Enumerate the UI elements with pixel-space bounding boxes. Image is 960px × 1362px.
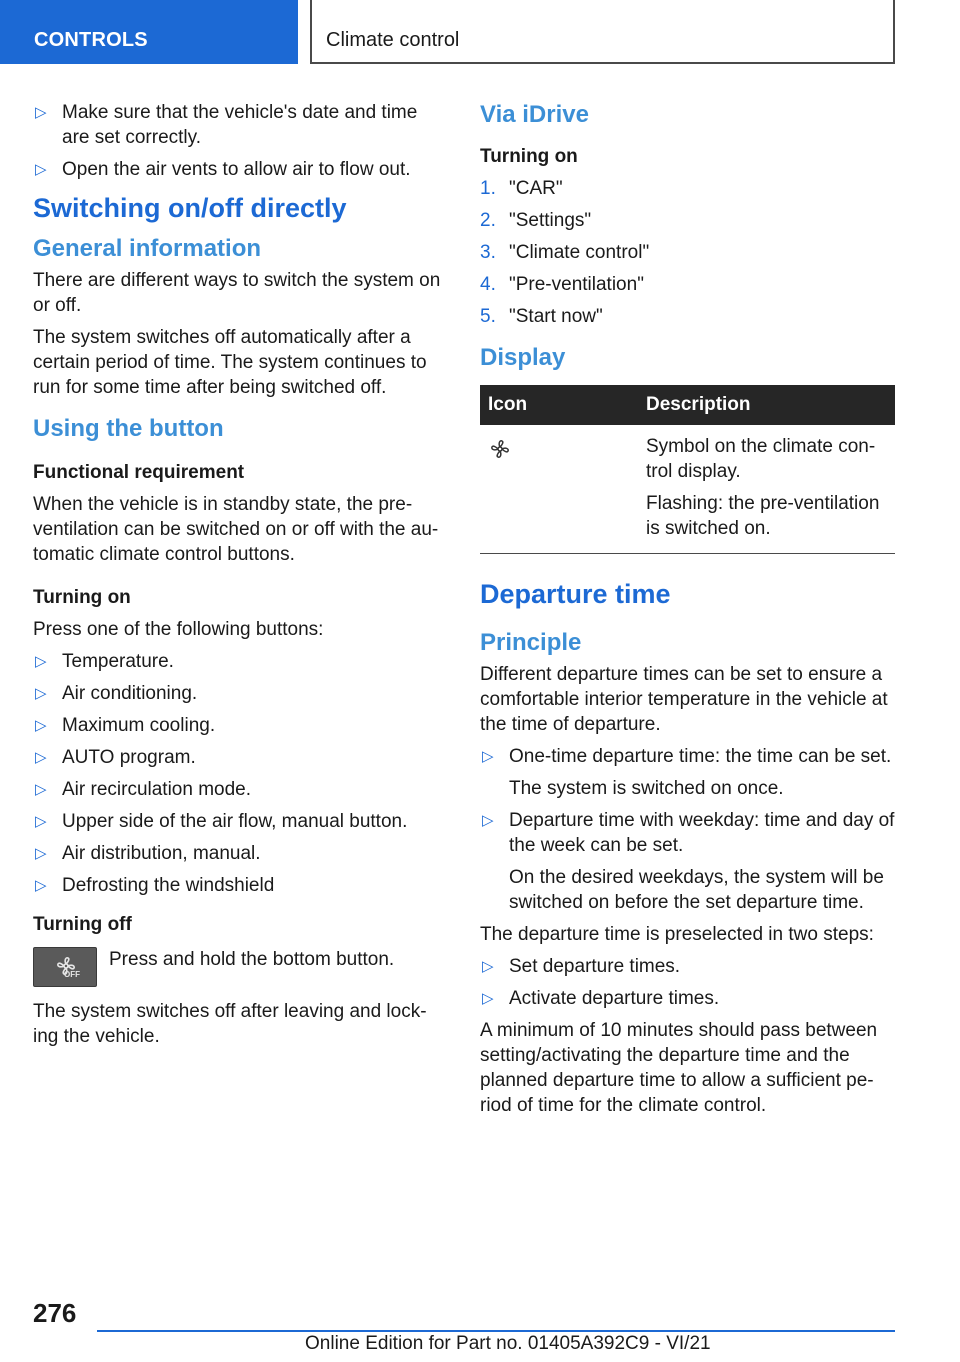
subheading: Turning on	[480, 146, 578, 167]
steps-list	[480, 954, 895, 1011]
table-row	[480, 425, 895, 554]
subsection-heading: Using the button	[33, 415, 224, 442]
chapter-header	[310, 0, 895, 64]
bullet-triangle-icon: ▷	[482, 990, 494, 1007]
subheading: Functional requirement	[33, 462, 245, 483]
bullet-triangle-icon: ▷	[482, 748, 494, 765]
bullet-triangle-icon: ▷	[35, 749, 47, 766]
paragraph: The departure time is preselected in two steps:	[480, 924, 874, 945]
table-header-description: Description	[638, 385, 895, 425]
departure-list	[480, 744, 895, 915]
list-item: ▷ Temperature.	[35, 651, 174, 672]
list-item: ▷ Open the air vents to allow air to flow out.	[35, 159, 411, 180]
bullet-triangle-icon: ▷	[482, 812, 494, 829]
bullet-triangle-icon: ▷	[482, 958, 494, 975]
off-label: OFF	[64, 970, 80, 979]
bullet-triangle-icon: ▷	[35, 877, 47, 894]
table-cell-description: Symbol on the climate con-trol display. Flashing: the pre-ventilation is switched on.	[638, 425, 895, 554]
paragraph: The system switches off after leaving and lock-ing the vehicle.	[33, 1001, 427, 1047]
list-item: ▷ One-time departure time: the time can be set. The system is switched on once.	[482, 746, 892, 799]
list-item: 3. "Climate control"	[480, 242, 650, 263]
list-item: ▷ Air distribution, manual.	[35, 843, 261, 864]
list-item: 1. "CAR"	[480, 178, 563, 199]
list-item: ▷ Activate departure times.	[482, 988, 720, 1009]
list-item: 4. "Pre-ventilation"	[480, 274, 644, 295]
footer-divider	[97, 1330, 895, 1332]
list-item: ▷ Defrosting the windshield	[35, 875, 275, 896]
idrive-steps	[480, 176, 895, 329]
bullet-triangle-icon: ▷	[35, 845, 47, 862]
list-item: ▷ Air conditioning.	[35, 683, 198, 704]
subheading: Turning on	[33, 587, 131, 608]
edition-note: Online Edition for Part no. 01405A392C9 - VI/21	[305, 1333, 711, 1354]
list-item: ▷ Maximum cooling.	[35, 715, 216, 736]
list-item: 2. "Settings"	[480, 210, 592, 231]
subsection-heading: Via iDrive	[480, 101, 589, 128]
list-item: 5. "Start now"	[480, 306, 603, 327]
display-table	[480, 385, 895, 554]
bullet-triangle-icon: ▷	[35, 717, 47, 734]
button-list	[33, 649, 448, 898]
bullet-triangle-icon: ▷	[35, 104, 47, 121]
right-column	[480, 100, 895, 1125]
paragraph: When the vehicle is in standby state, the pre-ventilation can be switched on or off with the au-tomatic climate control buttons.	[33, 494, 439, 565]
subsection-heading: General information	[33, 235, 262, 262]
left-column	[33, 100, 448, 1056]
list-item: ▷ Upper side of the air flow, manual button.	[35, 811, 408, 832]
list-item: ▷ AUTO program.	[35, 747, 196, 768]
chapter-title: Climate control	[326, 29, 460, 51]
paragraph: Press one of the following buttons:	[33, 619, 324, 640]
paragraph: A minimum of 10 minutes should pass between setting/activating the departure time and the planned departure time to allow a sufficient pe-riod of time for the climate control.	[480, 1020, 878, 1116]
section-title: CONTROLS	[34, 29, 148, 51]
off-button-row	[33, 947, 448, 987]
list-item: ▷ Make sure that the vehicle's date and time are set correctly.	[35, 102, 418, 148]
bullet-triangle-icon: ▷	[35, 813, 47, 830]
section-heading: Switching on/off directly	[33, 193, 347, 223]
paragraph: There are different ways to switch the system on or off.	[33, 270, 441, 316]
bullet-triangle-icon: ▷	[35, 685, 47, 702]
paragraph: Different departure times can be set to ensure a comfortable interior temperature in the vehicle at the time of departure.	[480, 664, 888, 735]
bullet-triangle-icon: ▷	[35, 781, 47, 798]
bullet-triangle-icon: ▷	[35, 653, 47, 670]
fan-off-button-icon	[33, 947, 97, 987]
bullet-triangle-icon: ▷	[35, 161, 47, 178]
table-header-icon: Icon	[480, 385, 638, 425]
subheading: Turning off	[33, 914, 132, 935]
paragraph: The system switches off automatically after a certain period of time. The system continues to run for some time after being switched off.	[33, 327, 427, 398]
list-item: ▷ Departure time with weekday: time and day of the week can be set. On the desired weekdays, the system will be switched on before the set departure time.	[482, 810, 895, 913]
subsection-heading: Display	[480, 344, 566, 371]
list-item: ▷ Set departure times.	[482, 956, 681, 977]
fan-symbol-icon	[488, 437, 512, 461]
subsection-heading: Principle	[480, 629, 582, 656]
intro-list	[33, 100, 448, 182]
page-number: 276	[33, 1298, 77, 1328]
section-heading: Departure time	[480, 579, 671, 609]
table-cell-icon	[480, 425, 638, 554]
paragraph: Press and hold the bottom button.	[109, 949, 395, 970]
list-item: ▷ Air recirculation mode.	[35, 779, 252, 800]
section-tab	[0, 0, 298, 64]
